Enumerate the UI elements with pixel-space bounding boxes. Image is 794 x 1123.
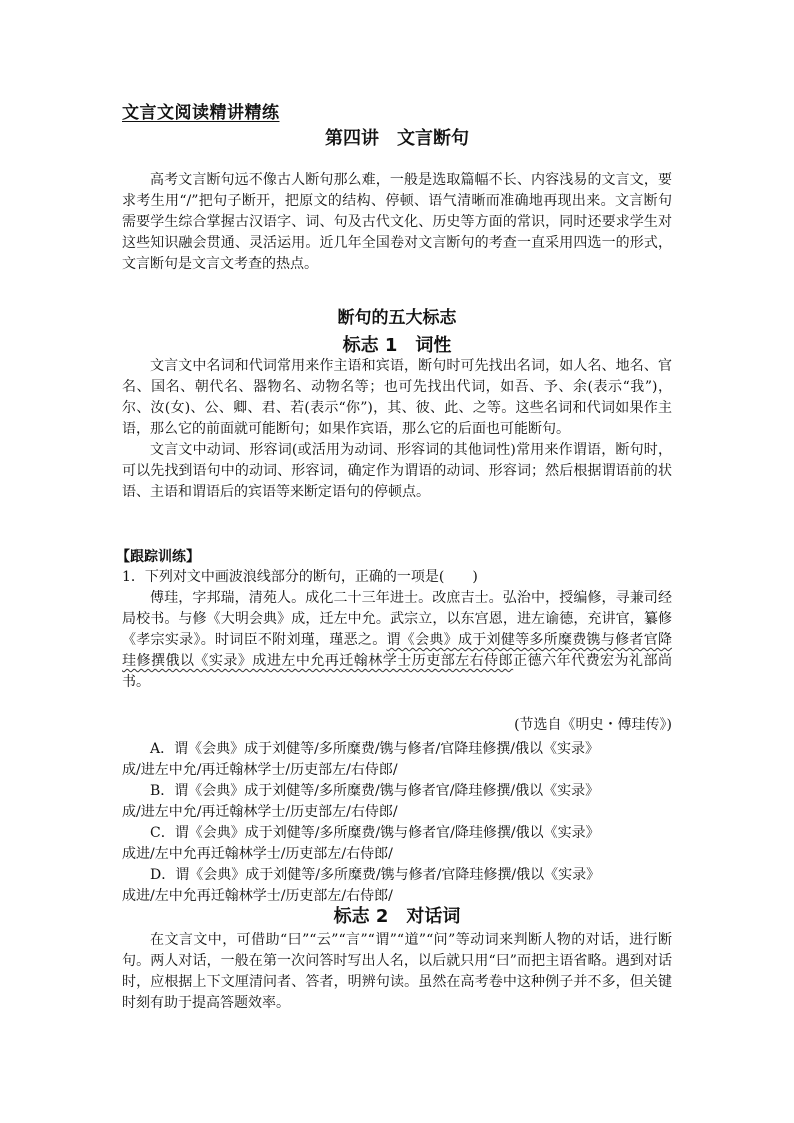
question-stem: 1．下列对文中画波浪线部分的断句，正确的一项是( ) [122, 569, 478, 585]
mark2-block [122, 930, 672, 1014]
section-heading: 断句的五大标志 [337, 308, 457, 328]
mark2-paragraph: 在文言文中，可借助“曰”“云”“言”“谓”“道”“问”等动词来判断人物的对话，进行断句。两人对话，一般在第一次问答时写出人名，以后就只用“曰”而把主语省略。遇到对话时，应根据上下文厘清问者、答者，明辨句读。虽然在高考卷中这种例子并不多，但关键时刻有助于提高答题效率。 [122, 932, 672, 1011]
option-line: 成/进左中允/再迁翰林学士/历吏部左/右侍郎/ [122, 762, 398, 778]
option-line: B．谓《会典》成于刘健等/多所糜费/镌与修者官/降珪修撰/俄以《实录》 [150, 783, 600, 799]
options-list [122, 739, 672, 907]
mark1-paragraph: 文言文中动词、形容词(或活用为动词、形容词的其他词性)常用来作谓语，断句时，可以先找到语句中的动词、形容词，确定作为谓语的动词、形容词；然后根据谓语前的状语、主语和谓语后的宾语等来断定语句的停顿点。 [122, 442, 672, 500]
passage-tail: 正德六年代费宏为礼部尚书。 [122, 653, 673, 690]
option-line: D．谓《会典》成于刘健等/多所糜费/镌与修者/官降珪修撰/俄以《实录》 [150, 867, 601, 883]
mark1-block [122, 356, 672, 503]
option-b [122, 781, 672, 823]
option-line: 成进/左中允再迁翰林学士/历吏部左/右侍郎/ [122, 888, 393, 904]
option-line: A．谓《会典》成于刘健等/多所糜费/镌与修者/官降珪修撰/俄以《实录》 [150, 741, 599, 757]
passage-source: (节选自《明史・傅珪传》) [514, 717, 672, 733]
option-a [122, 739, 672, 781]
option-line: C．谓《会典》成于刘健等/多所糜费/镌与修者官/降珪修撰/俄以《实录》 [150, 825, 600, 841]
option-line: 成进/左中允再迁翰林学士/历吏部左/右侍郎/ [122, 846, 393, 862]
option-line: 成/进左中允/再迁翰林学士/历吏部左/右侍郎/ [122, 804, 398, 820]
passage-text: 傅珪，字邦瑞，清苑人。成化二十三年进士。改庶吉士。弘治中，授编修，寻兼司经局校书。与修《大明会典》成，迁左中允。武宗立，以东宫恩，进左谕德，充讲官，纂修《孝宗实录》。时词臣不附刘瑾，瑾恶之。 [122, 590, 672, 648]
intro-paragraph: 高考文言断句远不像古人断句那么难，一般是选取篇幅不长、内容浅易的文言文，要求考生用“/”把句子断开，把原文的结构、停顿、语气清晰而准确地再现出来。文言断句需要学生综合掌握古汉语字、词、句及古代文化、历史等方面的常识，同时还要求学生对这些知识融会贯通、灵活运用。近几年全国卷对文言断句的考查一直采用四选一的形式，文言断句是文言文考查的热点。 [122, 172, 672, 272]
wavy-underlined-text: 谓《会典》成于刘健等多所糜费镌与修者官降珪修撰俄以《实录》成进左中允再迁翰林学士历吏部左右侍郎 [122, 632, 672, 669]
intro-block [122, 170, 672, 275]
mark2-heading: 标志 2 对话词 [333, 906, 461, 927]
option-c [122, 823, 672, 865]
option-d [122, 865, 672, 907]
lecture-title: 第四讲 文言断句 [325, 128, 469, 149]
passage [122, 588, 672, 693]
mark1-paragraph: 文言文中名词和代词常用来作主语和宾语，断句时可先找出名词，如人名、地名、官名、国名、朝代名、器物名、动物名等；也可先找出代词，如吾、予、余(表示“我”)，尔、汝(女)、公、卿、君、若(表示“你”)，其、彼、此、之等。这些名词和代词如果作主语，那么它的前面就可能断句；如果作宾语，那么它的后面也可能断句。 [122, 358, 672, 437]
training-label: 【跟踪训练】 [116, 549, 200, 565]
series-title: 文言文阅读精讲精练 [122, 103, 280, 123]
mark1-heading: 标志 1 词性 [342, 335, 452, 356]
